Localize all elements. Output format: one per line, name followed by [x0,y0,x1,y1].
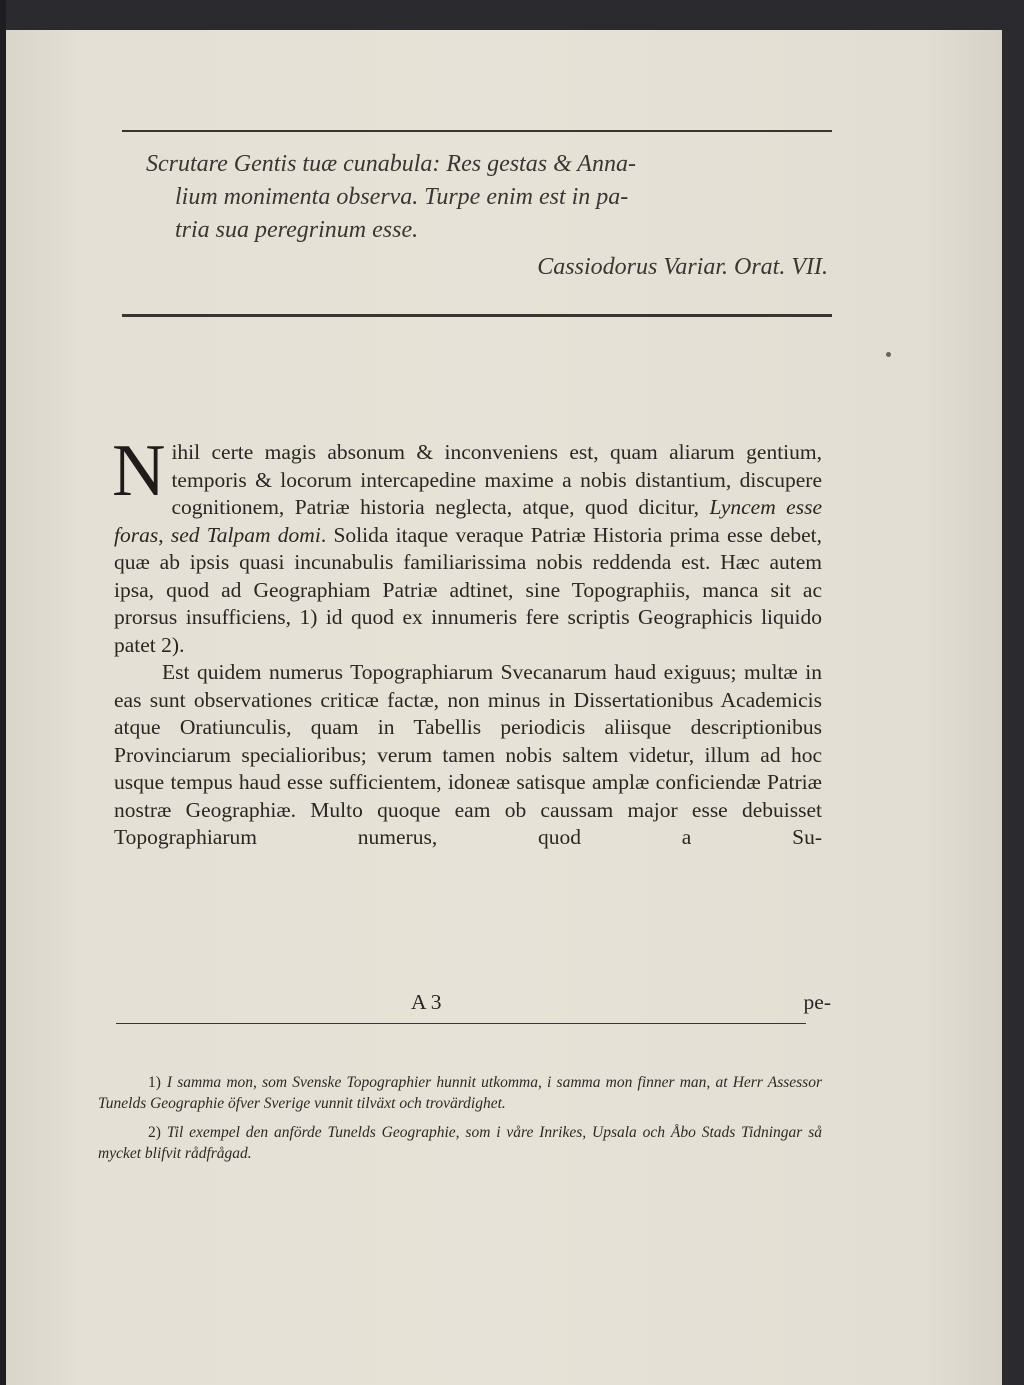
main-text [112,430,822,852]
epigraph-bottom-rule [122,314,832,317]
footnote-1-text: I samma mon, som Svenske Topographier hunnit utkomma, i samma mon finner man, at Herr Assessor Tunelds Geographie öfver Sverige vunnit tilväxt och trovärdighet. [98,1074,822,1112]
epigraph [146,148,846,284]
paragraph-1-end: . Solida itaque veraque Patriæ Historia prima esse debet, quæ ab ipsis quasi incunabulis familiarissima nobis reddenda est. Hæc autem ipsa, quod ad Geographiam Patriæ adtinet, sine Topographiis, manca sit ac prorsus insufficiens, 1) id quod ex innumeris fere scriptis Geographicis liquido patet 2). [114,522,822,657]
epigraph-top-rule [122,130,832,132]
footnote-rule [116,1023,806,1024]
signature-mark: A 3 [411,990,442,1014]
epigraph-line-2: lium monimenta observa. Turpe enim est in pa- [175,184,629,210]
ink-speck [886,352,891,357]
footnote-2 [98,1122,822,1164]
paragraph-1 [112,430,822,659]
book-page [6,30,1002,1385]
epigraph-line-3: tria sua peregrinum esse. [175,217,419,243]
footnote-2-text: Til exempel den anförde Tunelds Geographie, som i våre Inrikes, Upsala och Åbo Stads Tidningar så mycket blifvit rådfrågad. [98,1124,822,1162]
footnotes [98,1072,822,1172]
paragraph-1-separator: , [158,522,171,547]
paragraph-1-italic-1: Lyncem esse foras [114,495,822,547]
footnote-1-number: 1) [148,1074,161,1091]
catchword: pe- [803,990,831,1014]
epigraph-line-1: Scrutare Gentis tuæ cunabula: Res gestas & Anna- [146,151,636,177]
drop-cap: N [112,430,166,512]
epigraph-source: Cassiodorus Variar. Orat. VII. [537,254,828,280]
footnote-1 [98,1072,822,1114]
paragraph-2: Est quidem numerus Topographiarum Svecanarum haud exiguus; multæ in eas sunt observationes criticæ factæ, non minus in Dissertationibus Academicis atque Oratiunculis, quam in Tabellis periodicis aliisque descriptionibus Provinciarum specialioribus; verum tamen nobis saltem videtur, illum ad hoc usque tempus haud esse sufficientem, idoneæ satisque amplæ conficiendæ Patriæ nostræ Geographiæ. Multo quoque eam ob caussam major esse debuisset Topographiarum numerus, quod a Su- [114,660,822,849]
paragraph-1-start: ihil certe magis absonum & inconveniens est, quam aliarum gentium, temporis & locorum intercapedine maxime a nobis distantium, discupere cognitionem, Patriæ historia neglecta, atque, quod dicitur, [171,440,822,519]
footnote-2-number: 2) [148,1124,161,1141]
paragraph-1-italic-2: sed Talpam domi [170,522,321,547]
